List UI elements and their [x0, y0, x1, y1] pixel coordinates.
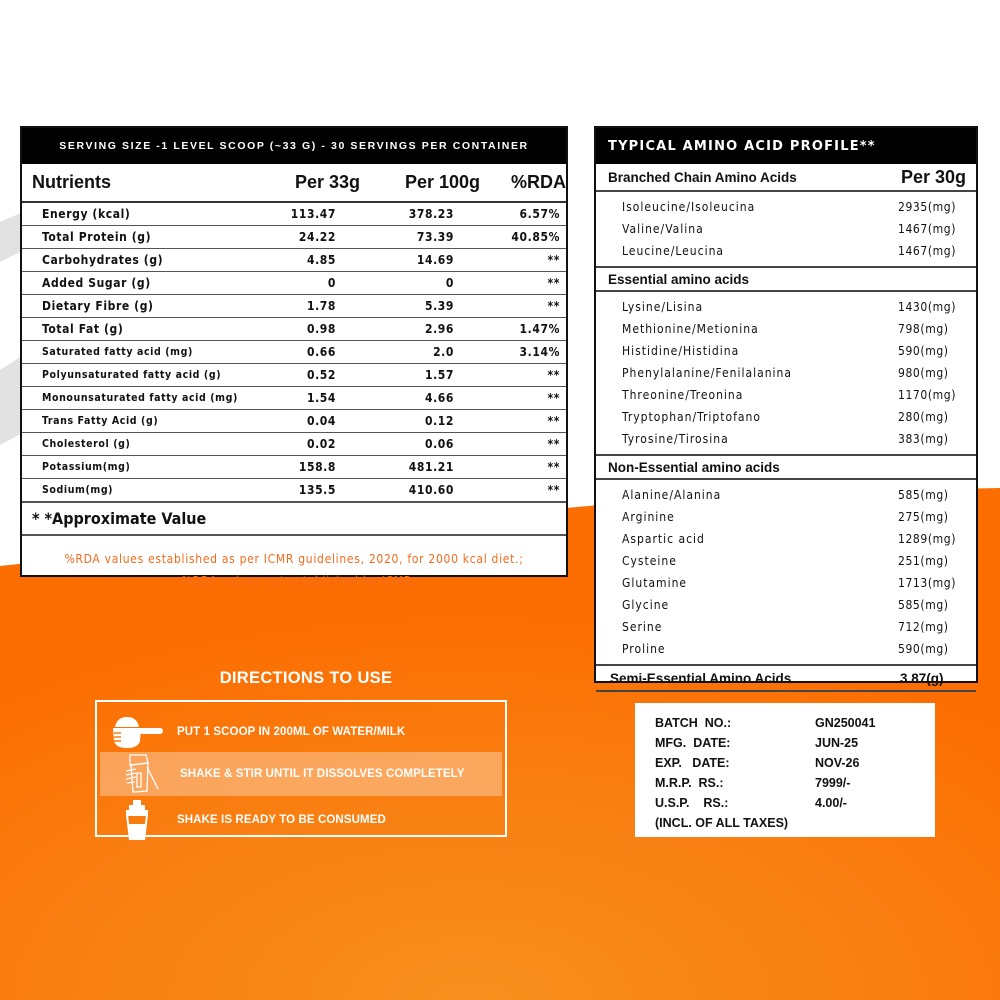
nutrient-name: Trans Fatty Acid (g)	[42, 415, 159, 427]
col-per-100g: Per 100g	[404, 172, 480, 192]
per-100g-value: 14.69	[416, 253, 454, 267]
amino-acid-value: 585(mg)	[898, 598, 949, 612]
rda-footnote-line-2: --%RDA values not established by ICMR.	[172, 574, 416, 588]
amino-acid-name: Serine	[622, 620, 663, 634]
mfg-row	[655, 736, 858, 756]
amino-acid-row	[596, 196, 976, 218]
per-33g-value: 113.47	[290, 207, 336, 221]
per-33g-value: 158.8	[298, 460, 336, 474]
amino-acid-name: Threonine/Treonina	[622, 388, 744, 402]
amino-acid-row	[596, 550, 976, 572]
per-33g-value: 0.52	[306, 368, 336, 382]
rda-value: 3.14%	[519, 345, 560, 359]
amino-acid-name: Alanine/Alanina	[622, 488, 722, 502]
nutrient-name: Dietary Fibre (g)	[42, 299, 154, 313]
batch-info-box	[635, 703, 935, 837]
batch-label: BATCH NO.:	[655, 716, 732, 730]
per-100g-value: 378.23	[408, 207, 454, 221]
rda-value: **	[547, 368, 560, 382]
amino-acid-value: 1289(mg)	[898, 532, 957, 546]
per-33g-value: 1.54	[306, 391, 336, 405]
amino-acid-row	[596, 638, 976, 660]
amino-acid-value: 585(mg)	[898, 488, 949, 502]
nutrient-row	[22, 479, 566, 502]
essential-list	[596, 292, 976, 456]
per-33g-value: 0	[327, 276, 336, 290]
nutrition-table	[20, 126, 568, 588]
rda-value: **	[547, 391, 560, 405]
essential-heading	[596, 268, 976, 292]
nutrition-column-headers	[22, 164, 566, 203]
exp-label: EXP. DATE:	[655, 756, 730, 770]
nonessential-heading-text: Non-Essential amino acids	[608, 459, 780, 475]
amino-acid-row	[596, 572, 976, 594]
nutrition-rows	[22, 203, 566, 502]
amino-acid-name: Tyrosine/Tirosina	[622, 432, 729, 446]
semi-essential-heading: Semi-Essential Amino Acids	[610, 670, 792, 686]
per-100g-value: 410.60	[408, 483, 454, 497]
nutrient-name: Saturated fatty acid (mg)	[42, 346, 193, 358]
nutrient-row	[22, 226, 566, 249]
amino-acid-row	[596, 384, 976, 406]
direction-step-2	[100, 752, 502, 796]
nutrient-row	[22, 203, 566, 226]
nutrient-row	[22, 318, 566, 341]
per-100g-value: 0.06	[424, 437, 454, 451]
scoop-icon	[97, 710, 177, 754]
amino-acid-value: 980(mg)	[898, 366, 949, 380]
shaker-bottle-icon	[97, 798, 177, 842]
amino-acid-value: 275(mg)	[898, 510, 949, 524]
amino-acid-value: 712(mg)	[898, 620, 949, 634]
nutrient-name: Polyunsaturated fatty acid (g)	[42, 369, 222, 381]
exp-value: NOV-26	[815, 756, 860, 770]
nutrient-name: Cholesterol (g)	[42, 438, 131, 450]
nutrient-name: Energy (kcal)	[42, 207, 131, 221]
amino-acid-row	[596, 340, 976, 362]
amino-acid-value: 1467(mg)	[898, 222, 957, 236]
amino-acid-name: Isoleucine/Isoleucina	[622, 200, 756, 214]
direction-step-2-text: SHAKE & STIR UNTIL IT DISSOLVES COMPLETELY	[180, 768, 465, 780]
amino-acid-value: 1170(mg)	[898, 388, 957, 402]
amino-acid-name: Tryptophan/Triptofano	[622, 410, 761, 424]
amino-acid-value: 590(mg)	[898, 642, 949, 656]
nutrient-row	[22, 387, 566, 410]
rda-value: **	[547, 276, 560, 290]
amino-acid-name: Cysteine	[622, 554, 677, 568]
amino-acid-name: Arginine	[622, 510, 675, 524]
amino-acid-row	[596, 406, 976, 428]
amino-acid-value: 1467(mg)	[898, 244, 957, 258]
rda-value: **	[547, 253, 560, 267]
amino-acid-row	[596, 616, 976, 638]
amino-acid-value: 798(mg)	[898, 322, 949, 336]
nutrient-row	[22, 249, 566, 272]
per-100g-value: 0	[445, 276, 454, 290]
rda-value: **	[547, 414, 560, 428]
amino-acid-name: Proline	[622, 642, 666, 656]
per-33g-value: 135.5	[298, 483, 336, 497]
bcaa-heading-row	[596, 164, 976, 192]
col-rda: %RDA	[510, 172, 566, 192]
directions-box	[95, 700, 507, 837]
amino-acid-name: Glutamine	[622, 576, 688, 590]
amino-acid-value: 1713(mg)	[898, 576, 957, 590]
amino-acid-table	[594, 126, 978, 686]
mrp-value: 7999/-	[815, 776, 851, 790]
amino-acid-value: 383(mg)	[898, 432, 949, 446]
per-33g-value: 1.78	[306, 299, 336, 313]
nutrient-row	[22, 410, 566, 433]
direction-step-1	[97, 710, 505, 754]
serving-size-header: SERVING SIZE -1 LEVEL SCOOP (~33 G) - 30 SERVINGS PER CONTAINER	[22, 128, 566, 164]
nutrient-name: Potassium(mg)	[42, 461, 131, 473]
amino-acid-row	[596, 296, 976, 318]
per-100g-value: 73.39	[416, 230, 454, 244]
nutrient-name: Total Protein (g)	[42, 230, 152, 244]
semi-essential-row	[596, 666, 976, 692]
per-33g-value: 24.22	[298, 230, 336, 244]
nutrient-row	[22, 364, 566, 387]
essential-heading-text: Essential amino acids	[608, 271, 750, 287]
amino-acid-name: Phenylalanine/Fenilalanina	[622, 366, 793, 380]
nutrient-name: Carbohydrates (g)	[42, 253, 164, 267]
per-100g-value: 5.39	[424, 299, 454, 313]
col-nutrients: Nutrients	[32, 172, 112, 192]
amino-acid-row	[596, 506, 976, 528]
rda-value: 1.47%	[519, 322, 560, 336]
direction-step-3	[97, 798, 505, 842]
nutrient-name: Sodium(mg)	[42, 484, 114, 496]
amino-acid-name: Valine/Valina	[622, 222, 704, 236]
rda-value: **	[547, 460, 560, 474]
bcaa-list	[596, 192, 976, 268]
amino-acid-row	[596, 594, 976, 616]
per-30g-label: Per 30g	[900, 166, 966, 187]
per-100g-value: 0.12	[424, 414, 454, 428]
amino-acid-value: 2935(mg)	[898, 200, 957, 214]
batch-value: GN250041	[815, 716, 876, 730]
approximate-value-note: * *Approximate Value	[22, 502, 566, 536]
nutrient-row	[22, 456, 566, 479]
amino-acid-value: 280(mg)	[898, 410, 949, 424]
rda-value: 6.57%	[519, 207, 560, 221]
rda-value: **	[547, 483, 560, 497]
rda-value: **	[547, 299, 560, 313]
amino-acid-value: 1430(mg)	[898, 300, 957, 314]
nonessential-heading	[596, 456, 976, 480]
nutrient-row	[22, 341, 566, 364]
amino-acid-name: Lysine/Lisina	[622, 300, 704, 314]
nutrient-row	[22, 295, 566, 318]
rda-footnote-line-1: %RDA values established as per ICMR guidelines, 2020, for 2000 kcal diet.;	[64, 552, 524, 566]
tax-note: (INCL. OF ALL TAXES)	[655, 816, 789, 830]
directions-title: DIRECTIONS TO USE	[219, 669, 393, 687]
per-100g-value: 2.0	[433, 345, 454, 359]
mfg-value: JUN-25	[815, 736, 859, 750]
amino-title: TYPICAL AMINO ACID PROFILE**	[596, 128, 976, 164]
per-100g-value: 4.66	[424, 391, 454, 405]
amino-acid-value: 251(mg)	[898, 554, 949, 568]
amino-acid-row	[596, 240, 976, 262]
usp-label: U.S.P. RS.:	[655, 796, 729, 810]
per-33g-value: 0.98	[306, 322, 336, 336]
mrp-label: M.R.P. RS.:	[655, 776, 724, 790]
nutrient-row	[22, 433, 566, 456]
rda-value: 40.85%	[511, 230, 560, 244]
amino-acid-name: Glycine	[622, 598, 670, 612]
per-100g-value: 2.96	[424, 322, 454, 336]
per-33g-value: 0.02	[306, 437, 336, 451]
amino-acid-name: Leucine/Leucina	[622, 244, 725, 258]
direction-step-3-text: SHAKE IS READY TO BE CONSUMED	[177, 814, 386, 826]
per-33g-value: 0.66	[306, 345, 336, 359]
mfg-label: MFG. DATE:	[655, 736, 731, 750]
rda-footnote	[22, 536, 566, 592]
usp-value: 4.00/-	[815, 796, 847, 810]
amino-acid-row	[596, 318, 976, 340]
mrp-row	[655, 776, 850, 796]
amino-acid-name: Methionine/Metionina	[622, 322, 759, 336]
batch-row	[655, 716, 875, 736]
nutrient-name: Added Sugar (g)	[42, 276, 151, 290]
col-per-33g: Per 33g	[294, 172, 360, 192]
bcaa-heading: Branched Chain Amino Acids	[608, 169, 797, 185]
nutrient-name: Monounsaturated fatty acid (mg)	[42, 392, 238, 404]
exp-row	[655, 756, 859, 776]
semi-essential-value: 3.87(g)	[900, 670, 944, 686]
per-100g-value: 481.21	[408, 460, 454, 474]
direction-step-1-text: PUT 1 SCOOP IN 200ML OF WATER/MILK	[177, 726, 406, 738]
nonessential-list	[596, 480, 976, 666]
amino-acid-name: Histidine/Histidina	[622, 344, 740, 358]
per-33g-value: 0.04	[306, 414, 336, 428]
amino-acid-row	[596, 362, 976, 384]
hand-shaker-icon	[100, 752, 180, 796]
amino-acid-row	[596, 428, 976, 450]
amino-acid-value: 590(mg)	[898, 344, 949, 358]
amino-acid-name: Aspartic acid	[622, 532, 705, 546]
amino-acid-row	[596, 218, 976, 240]
rda-value: **	[547, 437, 560, 451]
usp-row	[655, 796, 847, 816]
nutrient-name: Total Fat (g)	[42, 322, 124, 336]
per-100g-value: 1.57	[424, 368, 454, 382]
amino-acid-row	[596, 484, 976, 506]
nutrient-row	[22, 272, 566, 295]
per-33g-value: 4.85	[306, 253, 336, 267]
amino-acid-row	[596, 528, 976, 550]
